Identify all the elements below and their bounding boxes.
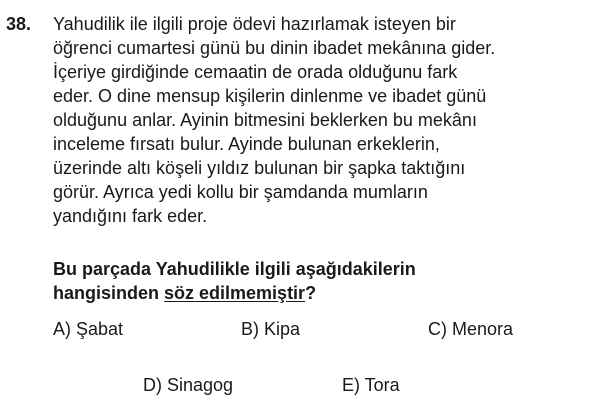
question-prompt <box>53 257 605 305</box>
prompt-line: Bu parçada Yahudilikle ilgili aşağıdakilerin <box>53 259 416 279</box>
option-e[interactable]: E) Tora <box>342 375 400 395</box>
passage-line: öğrenci cumartesi günü bu dinin ibadet mekânına gider. <box>53 38 496 58</box>
option-a[interactable]: A) Şabat <box>53 319 124 339</box>
passage-line: görür. Ayrıca yedi kollu bir şamdanda mumların <box>53 182 428 202</box>
passage-line: Yahudilik ile ilgili proje ödevi hazırlamak isteyen bir <box>53 14 456 34</box>
option-d[interactable]: D) Sinagog <box>143 375 234 395</box>
question-passage <box>53 12 605 228</box>
option-b[interactable]: B) Kipa <box>241 319 301 339</box>
option-c[interactable]: C) Menora <box>428 319 514 339</box>
passage-line: inceleme fırsatı bulur. Ayinde bulunan erkeklerin, <box>53 134 440 154</box>
prompt-line <box>53 281 605 305</box>
prompt-text: hangisinden <box>53 283 165 303</box>
passage-line: yandığını fark eder. <box>53 206 208 226</box>
passage-line: eder. O dine mensup kişilerin dinlenme ve ibadet günü <box>53 86 487 106</box>
passage-line: üzerinde altı köşeli yıldız bulunan bir şapka taktığını <box>53 158 466 178</box>
passage-line: İçeriye girdiğinde cemaatin de orada olduğunu fark <box>53 62 458 82</box>
prompt-question-mark: ? <box>305 283 317 303</box>
prompt-emphasis: söz edilmemiştir <box>164 283 306 303</box>
question-number: 38. <box>6 14 32 34</box>
passage-line: olduğunu anlar. Ayinin bitmesini beklerken bu mekânı <box>53 110 477 130</box>
